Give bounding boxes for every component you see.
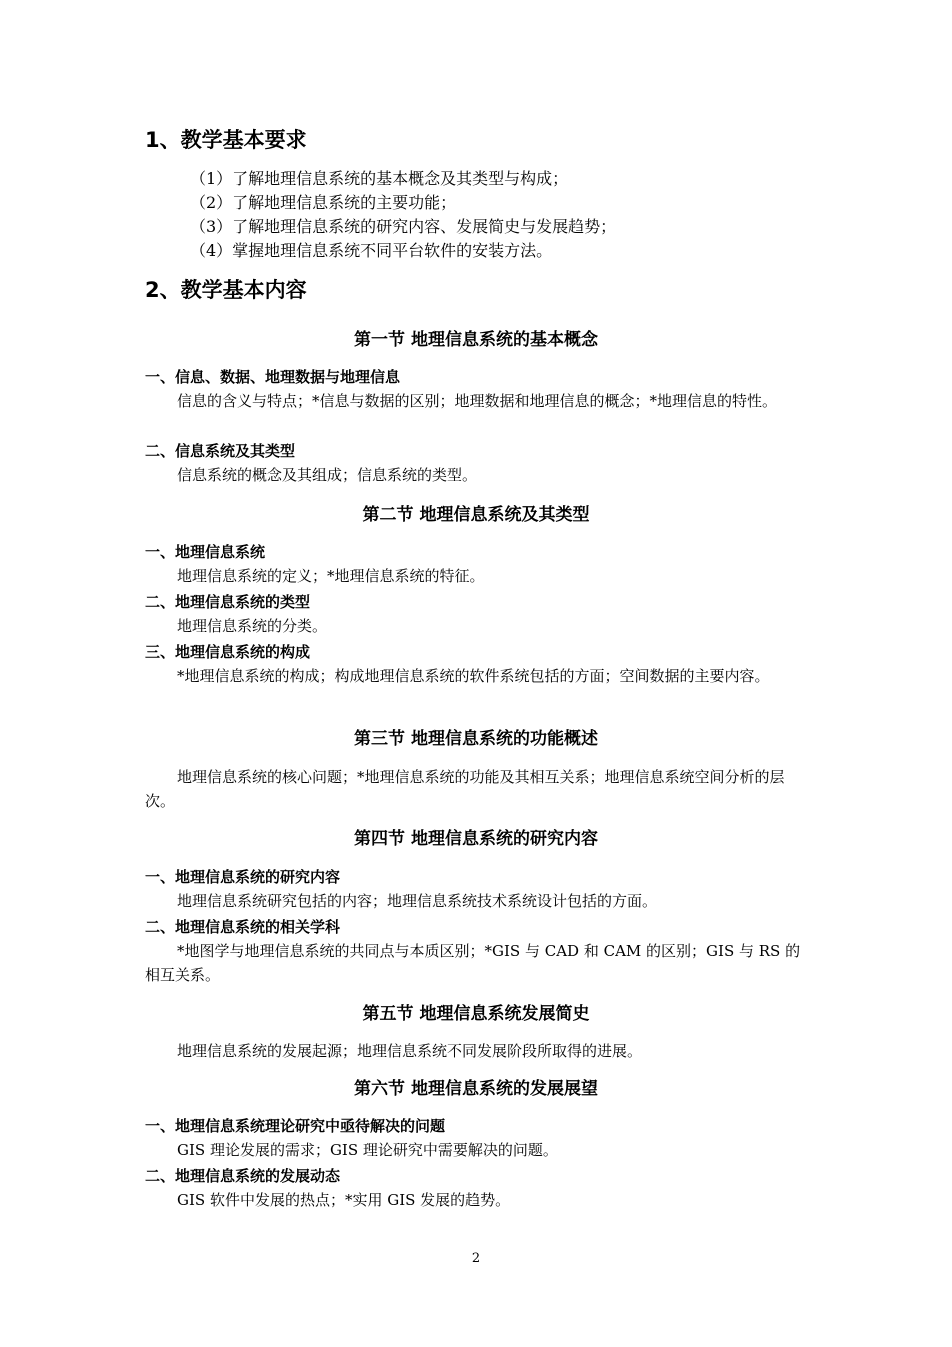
requirement-item: （3）了解地理信息系统的研究内容、发展简史与发展趋势； <box>190 217 617 236</box>
paragraph: 地理信息系统的定义；*地理信息系统的特征。 <box>177 567 485 585</box>
requirement-item: （4）掌握地理信息系统不同平台软件的安装方法。 <box>190 241 553 260</box>
paragraph: 地理信息系统的分类。 <box>177 617 328 635</box>
section-title-3: 第三节 地理信息系统的功能概述 <box>354 729 598 749</box>
paragraph: 地理信息系统的核心问题；*地理信息系统的功能及其相互关系；地理信息系统空间分析的层次。 <box>145 768 785 810</box>
paragraph: 信息系统的概念及其组成；信息系统的类型。 <box>177 466 478 484</box>
subsection-title: 二、地理信息系统的类型 <box>145 593 311 611</box>
section-title-1: 第一节 地理信息系统的基本概念 <box>354 330 598 350</box>
paragraph: GIS 理论发展的需求；GIS 理论研究中需要解决的问题。 <box>177 1141 558 1159</box>
section-title-5: 第五节 地理信息系统发展简史 <box>362 1004 590 1024</box>
subsection-title: 一、地理信息系统的研究内容 <box>145 868 341 886</box>
paragraph: 信息的含义与特点；*信息与数据的区别；地理数据和地理信息的概念；*地理信息的特性。 <box>177 392 778 410</box>
paragraph: *地图学与地理信息系统的共同点与本质区别；*GIS 与 CAD 和 CAM 的区别；GIS 与 RS 的相互关系。 <box>145 942 801 984</box>
section-title-4: 第四节 地理信息系统的研究内容 <box>354 829 598 849</box>
section-title-6: 第六节 地理信息系统的发展展望 <box>354 1079 598 1099</box>
requirement-item: （1）了解地理信息系统的基本概念及其类型与构成； <box>190 169 569 188</box>
paragraph: GIS 软件中发展的热点；*实用 GIS 发展的趋势。 <box>177 1191 511 1209</box>
subsection-title: 三、地理信息系统的构成 <box>145 643 311 661</box>
section-title-2: 第二节 地理信息系统及其类型 <box>362 505 590 525</box>
paragraph: 地理信息系统研究包括的内容；地理信息系统技术系统设计包括的方面。 <box>177 892 658 910</box>
heading-teaching-content: 2、教学基本内容 <box>145 278 307 302</box>
subsection-title: 二、地理信息系统的相关学科 <box>145 918 341 936</box>
page-number: 2 <box>471 1251 481 1266</box>
subsection-title: 一、地理信息系统理论研究中亟待解决的问题 <box>145 1117 446 1135</box>
requirement-item: （2）了解地理信息系统的主要功能； <box>190 193 457 212</box>
subsection-title: 二、地理信息系统的发展动态 <box>145 1167 341 1185</box>
paragraph: 地理信息系统的发展起源；地理信息系统不同发展阶段所取得的进展。 <box>177 1042 643 1060</box>
subsection-title: 一、地理信息系统 <box>145 543 266 561</box>
heading-teaching-requirements: 1、教学基本要求 <box>145 128 307 152</box>
subsection-title: 一、信息、数据、地理数据与地理信息 <box>145 368 401 386</box>
subsection-title: 二、信息系统及其类型 <box>145 442 296 460</box>
paragraph: *地理信息系统的构成；构成地理信息系统的软件系统包括的方面；空间数据的主要内容。 <box>177 667 770 685</box>
